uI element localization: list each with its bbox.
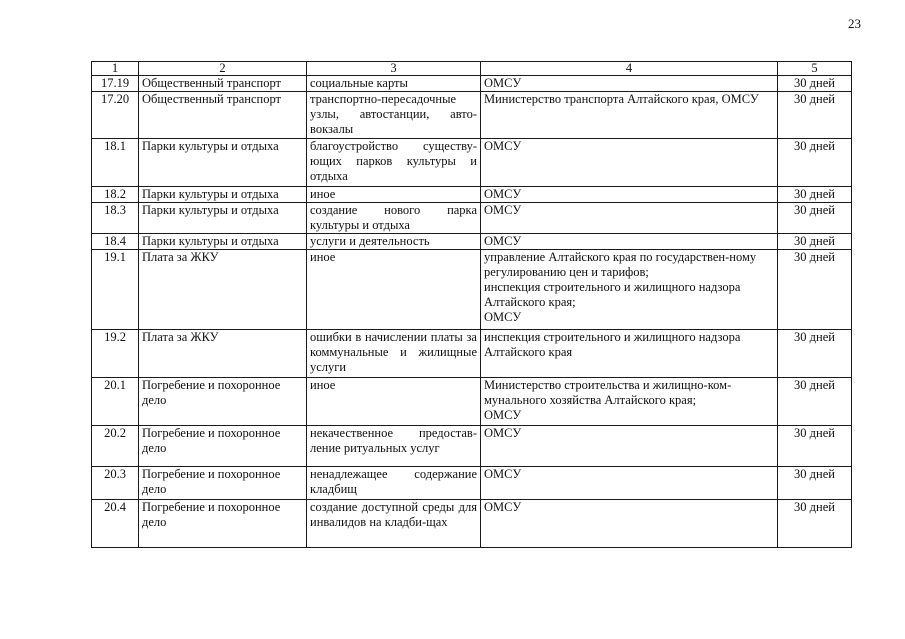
row-category: Общественный транспорт <box>139 92 307 139</box>
row-authority: управление Алтайского края по государствен-ному регулированию цен и тарифов; инспекция строительного и жилищного надзора Алтайского края; ОМСУ <box>481 250 778 330</box>
table-row <box>92 76 852 92</box>
table-row <box>92 92 852 139</box>
row-topic: благоустройство существу-ющих парков культуры и отдыха <box>307 139 481 187</box>
row-category: Погребение и похоронное дело <box>139 467 307 500</box>
row-number: 18.3 <box>92 203 139 234</box>
row-term: 30 дней <box>778 250 852 330</box>
column-header: 3 <box>307 62 481 76</box>
row-category: Парки культуры и отдыха <box>139 187 307 203</box>
row-category: Парки культуры и отдыха <box>139 139 307 187</box>
table-row <box>92 234 852 250</box>
row-topic: ненадлежащее содержание кладбищ <box>307 467 481 500</box>
row-authority: ОМСУ <box>481 187 778 203</box>
row-category: Парки культуры и отдыха <box>139 234 307 250</box>
row-term: 30 дней <box>778 378 852 426</box>
row-number: 20.3 <box>92 467 139 500</box>
row-topic: некачественное предостав-ление ритуальных услуг <box>307 426 481 467</box>
row-authority: ОМСУ <box>481 76 778 92</box>
row-topic: создание нового парка культуры и отдыха <box>307 203 481 234</box>
table-row <box>92 330 852 378</box>
table-row <box>92 187 852 203</box>
table-row <box>92 378 852 426</box>
row-number: 19.2 <box>92 330 139 378</box>
row-category: Плата за ЖКУ <box>139 330 307 378</box>
row-topic: транспортно-пересадочные узлы, автостанции, авто-вокзалы <box>307 92 481 139</box>
column-header: 1 <box>92 62 139 76</box>
row-number: 20.2 <box>92 426 139 467</box>
row-term: 30 дней <box>778 203 852 234</box>
row-category: Плата за ЖКУ <box>139 250 307 330</box>
row-term: 30 дней <box>778 234 852 250</box>
row-authority: ОМСУ <box>481 467 778 500</box>
row-topic: иное <box>307 378 481 426</box>
row-term: 30 дней <box>778 500 852 548</box>
row-topic: иное <box>307 250 481 330</box>
row-number: 17.20 <box>92 92 139 139</box>
row-number: 17.19 <box>92 76 139 92</box>
row-authority: ОМСУ <box>481 234 778 250</box>
appeals-table <box>91 61 852 548</box>
table-row <box>92 500 852 548</box>
row-authority: Министерство строительства и жилищно-ком-мунального хозяйства Алтайского края; ОМСУ <box>481 378 778 426</box>
row-topic: услуги и деятельность <box>307 234 481 250</box>
row-number: 20.1 <box>92 378 139 426</box>
row-term: 30 дней <box>778 467 852 500</box>
row-term: 30 дней <box>778 139 852 187</box>
row-topic: социальные карты <box>307 76 481 92</box>
row-authority: Министерство транспорта Алтайского края, ОМСУ <box>481 92 778 139</box>
column-header: 4 <box>481 62 778 76</box>
row-topic: создание доступной среды для инвалидов на кладби-щах <box>307 500 481 548</box>
row-authority: ОМСУ <box>481 203 778 234</box>
row-authority: ОМСУ <box>481 426 778 467</box>
row-authority: ОМСУ <box>481 500 778 548</box>
column-header: 5 <box>778 62 852 76</box>
row-number: 19.1 <box>92 250 139 330</box>
table-header-row <box>92 62 852 76</box>
table-row <box>92 203 852 234</box>
row-category: Погребение и похоронное дело <box>139 378 307 426</box>
row-term: 30 дней <box>778 426 852 467</box>
table-row <box>92 139 852 187</box>
page-number: 23 <box>848 16 861 31</box>
table-row <box>92 467 852 500</box>
row-number: 18.4 <box>92 234 139 250</box>
row-category: Парки культуры и отдыха <box>139 203 307 234</box>
row-number: 18.2 <box>92 187 139 203</box>
row-topic: иное <box>307 187 481 203</box>
row-category: Общественный транспорт <box>139 76 307 92</box>
row-authority: ОМСУ <box>481 139 778 187</box>
row-category: Погребение и похоронное дело <box>139 500 307 548</box>
row-number: 20.4 <box>92 500 139 548</box>
row-category: Погребение и похоронное дело <box>139 426 307 467</box>
column-header: 2 <box>139 62 307 76</box>
row-authority: инспекция строительного и жилищного надзора Алтайского края <box>481 330 778 378</box>
row-topic: ошибки в начислении платы за коммунальные и жилищные услуги <box>307 330 481 378</box>
table-row <box>92 426 852 467</box>
row-term: 30 дней <box>778 92 852 139</box>
row-term: 30 дней <box>778 187 852 203</box>
table-row <box>92 250 852 330</box>
row-term: 30 дней <box>778 330 852 378</box>
row-number: 18.1 <box>92 139 139 187</box>
row-term: 30 дней <box>778 76 852 92</box>
